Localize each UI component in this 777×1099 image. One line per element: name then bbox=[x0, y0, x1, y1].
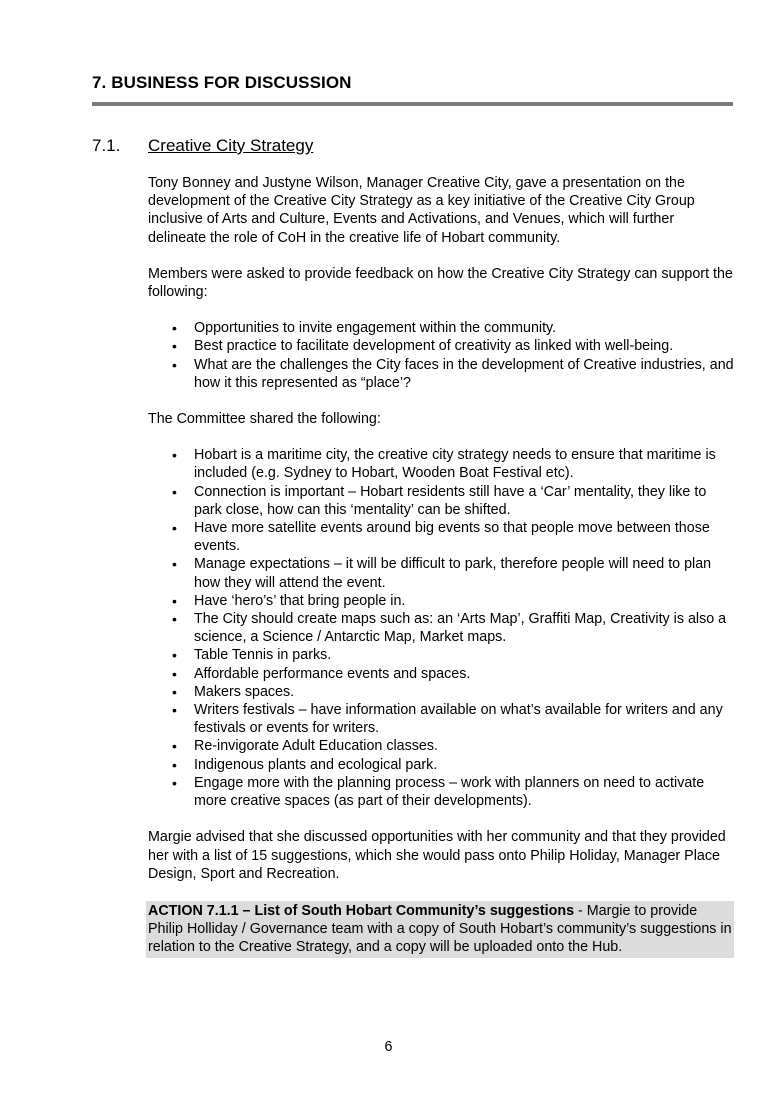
bullet-icon: • bbox=[172, 592, 177, 609]
action-item-box bbox=[146, 901, 734, 958]
list-item: • Indigenous plants and ecological park. bbox=[172, 756, 438, 773]
subsection-title: Creative City Strategy bbox=[148, 136, 314, 155]
list-item: • Have ‘hero’s’ that bring people in. bbox=[172, 592, 406, 609]
page-number: 6 bbox=[384, 1039, 393, 1055]
bullet-icon: • bbox=[172, 756, 177, 773]
bullet-icon: • bbox=[172, 447, 177, 464]
list-item: • What are the challenges the City faces in the development of Creative industries, and how it this represented as “place’? bbox=[172, 356, 734, 391]
committee-paragraph: The Committee shared the following: bbox=[148, 411, 381, 428]
bullet-icon: • bbox=[172, 483, 177, 500]
bullet-icon: • bbox=[172, 774, 177, 791]
bullet-icon: • bbox=[172, 738, 177, 755]
list-item: • Best practice to facilitate development of creativity as linked with well-being. bbox=[172, 338, 674, 355]
bullet-icon: • bbox=[172, 356, 177, 373]
bullet-icon: • bbox=[172, 647, 177, 664]
bullet-icon: • bbox=[172, 320, 177, 337]
action-label: ACTION 7.1.1 – List of South Hobart Community’s suggestions bbox=[148, 902, 575, 919]
margie-paragraph: Margie advised that she discussed opportunities with her community and that they provided her with a list of 15 suggestions, which she would pass onto Philip Holiday, Manager Place Design, Sport and Recreation. bbox=[148, 829, 726, 882]
list-item: • Engage more with the planning process – work with planners on need to activate more creative spaces (as part of their developments). bbox=[172, 774, 705, 810]
list-item: • Hobart is a maritime city, the creative city strategy needs to ensure that maritime is included (e.g. Sydney to Hobart, Wooden Boat Festival etc). bbox=[172, 447, 716, 482]
committee-list bbox=[148, 446, 736, 810]
action-text: - Margie to provide Philip Holliday / Governance team with a copy of South Hobart’s community’s suggestions in relation to the Creative Strategy, and a copy will be uploaded onto the Hub. bbox=[148, 902, 732, 956]
list-item: • Connection is important – Hobart residents still have a ‘Car’ mentality, they like to park close, how can this ‘mentality’ can be shifted. bbox=[172, 483, 707, 518]
list-item: • Have more satellite events around big events so that people move between those events. bbox=[172, 520, 710, 555]
list-item: • Affordable performance events and spaces. bbox=[172, 665, 471, 682]
section-heading: 7. BUSINESS FOR DISCUSSION bbox=[92, 73, 352, 92]
bullet-icon: • bbox=[172, 556, 177, 573]
bullet-icon: • bbox=[172, 702, 177, 719]
section-divider bbox=[92, 102, 733, 106]
list-item: • Makers spaces. bbox=[172, 683, 295, 700]
list-item: • Writers festivals – have information available on what’s available for writers and any festivals or events for writers. bbox=[172, 702, 723, 737]
members-paragraph: Members were asked to provide feedback on how the Creative City Strategy can support the following: bbox=[148, 265, 733, 301]
bullet-icon: • bbox=[172, 520, 177, 537]
list-item: • Table Tennis in parks. bbox=[172, 647, 332, 664]
list-item: • Opportunities to invite engagement within the community. bbox=[172, 320, 557, 337]
bullet-icon: • bbox=[172, 683, 177, 700]
body-text bbox=[148, 174, 736, 958]
bullet-icon: • bbox=[172, 338, 177, 355]
list-item: • The City should create maps such as: an ‘Arts Map’, Graffiti Map, Creativity is also a science, a Science / Antarctic Map, Market maps. bbox=[172, 611, 727, 646]
list-item: • Manage expectations – it will be difficult to park, therefore people will need to plan how they will attend the event. bbox=[172, 556, 712, 591]
bullet-icon: • bbox=[172, 611, 177, 628]
list-item: • Re-invigorate Adult Education classes. bbox=[172, 738, 438, 755]
intro-paragraph: Tony Bonney and Justyne Wilson, Manager Creative City, gave a presentation on the development of the Creative City Strategy as a key initiative of the Creative City Group inclusive of Arts and Culture, Events and Activations, and Venues, which will further delineate the role of CoH in the creative life of Hobart community. bbox=[148, 175, 695, 246]
bullet-icon: • bbox=[172, 665, 177, 682]
subsection-number: 7.1. bbox=[92, 136, 121, 155]
feedback-list bbox=[148, 319, 736, 392]
